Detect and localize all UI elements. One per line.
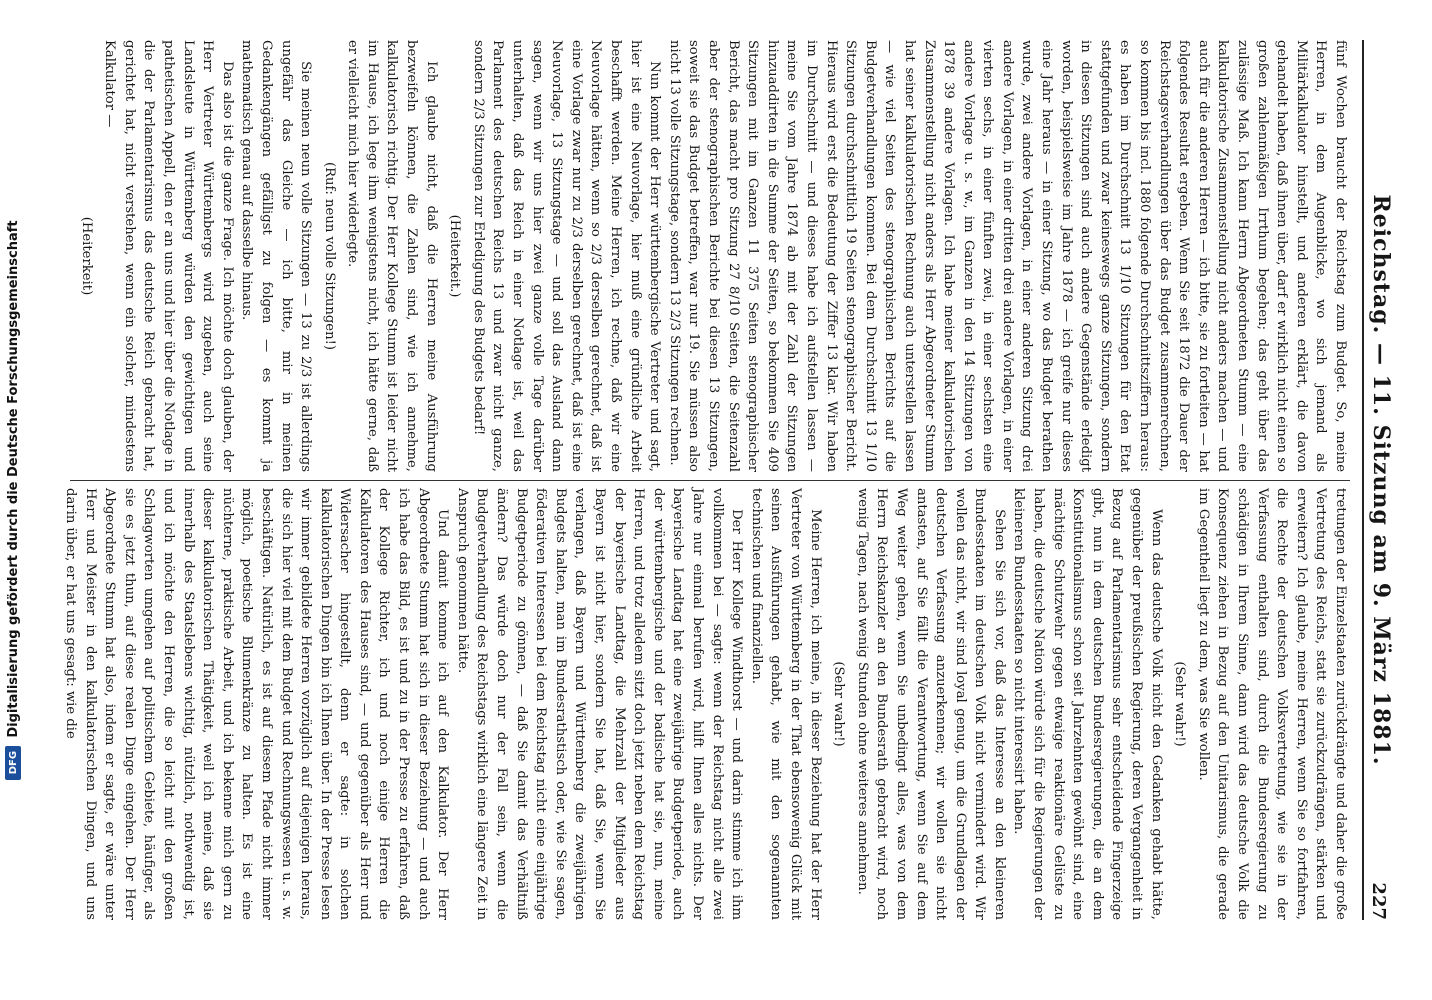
text-column-left bbox=[70, 40, 1350, 472]
paragraph: Wenn das deutsche Volk nicht den Gedanken gehabt hätte, gegenüber der preußischen Regierung, deren Vergangenheit in Bezug auf Parlamentarismus sehr entscheidende Fingerzeige gibt, nun in dem deutschen Bundesregierungen, die an dem Konstitutionalismus schon seit Jahrzehnten gewöhnt sind, eine mächtige Schutzwehr gegen etwaige reaktionäre Gelüste zu haben, die deutsche Nation würde sich für die Regierungen der kleineren Bundesstaaten so nicht interessirt haben. bbox=[1011, 488, 1164, 920]
page-footer bbox=[2, 0, 24, 1000]
column-divider bbox=[70, 480, 1350, 481]
paragraph: fünf Wochen braucht der Reichstag zum Budget. So, meine Herren, in dem Augenblicke, wo sich jemand als Militärkalkulator hinstellt, und anderen erklärt, die davon gehandelt haben, daß ihnen über, darf er wirklich nicht einen so großen zahlenmäßigen Irrthum begehen; das geht über das zulässige Maß. Ich kann Herrn Abgeordneten Stumm — eine kalkulatorische Zusammenstellung nicht anders machen — und auch für die anderen Herren — ich bitte, sie zu fortleiten — hat folgendes Resultat ergeben. Wenn Sie seit 1872 die Dauer der Reichstagsverhandlungen über das Budget zusammenrechnen, so kommen bis incl. 1880 folgende Durchschnittsziffern heraus: es haben im Durchschnitt 13 1/10 Sitzungen für den Etat stattgefunden und zwar keineswegs ganze Sitzungen, sondern in diesen Sitzungen sind auch andere Gegenstände erledigt worden, beispielsweise im Jahre 1878 — ich greife nur dieses eine Jahr heraus — in einer Sitzung, wo das Budget berathen wurde, zwei andere Vorlagen, in einer anderen Sitzung drei andere Vorlagen, in einer dritten drei andere Vorlagen, in einer vierten sechs, in einer fünften zwei, in einer sechsten eine andere Vorlage u. s. w., im Ganzen in den 14 Sitzungen von 1878 39 andere Vorlagen. Ich habe meiner kalkulatorischen Zusammenstellung nicht anders als Herr Abgeordneter Stumm hat seiner kalkulatorischen Rechnung auch unterstellen lassen — wie viel Seiten des stenographischen Berichts auf die Budgetverhandlungen kommen. Bei dem Durchschnitt 13 1/10 Sitzungen durchschnittlich 19 Seiten stenographischer Bericht. Hieraus wird erst die Bedeutung der Ziffer 13 klar. Wir haben im Durchschnitt — und dieses habe ich aufstellen lassen — meine Sie vom Jahre 1874 ab mit der Zahl der Sitzungen hinzuaddirten in die Summe der Seiten, so bekommen Sie 409 Sitzungen mit im Ganzen 11 375 Seiten stenographischer Bericht, das macht pro Sitzung 27 8/10 Seiten, die Seitenzahl aber der stenographischen Berichte bei diesen 13 Sitzungen, soweit sie das Budget betreffen, war nur 19. Sie müssen also nicht 13 volle Sitzungstage, sondern 13 2/3 Sitzungen rechnen. bbox=[666, 40, 1348, 472]
paragraph: Meine Herren, ich meine, in dieser Beziehung hat der Herr Vertreter von Württemberg in der That ebensowenig Glück mit seinen Ausführungen gehabt, wie mit den sogenannten technischen und finanziellen. bbox=[748, 488, 823, 920]
interjection: (Ruf: neun volle Sitzungen!) bbox=[321, 161, 337, 351]
interjection: (Heiterkeit.) bbox=[447, 214, 463, 298]
digitization-credit: Digitalisierung gefördert durch die Deutsche Forschungsgemeinschaft bbox=[5, 220, 21, 738]
interjection: (Sehr wahr!) bbox=[1172, 661, 1188, 747]
interjection: (Heiterkeit) bbox=[78, 216, 94, 296]
header-left-marker bbox=[1364, 40, 1368, 120]
paragraph: tretungen der Einzelstaaten zurückdrängte und daher die große Vertretung des Reichs, statt sie zurückzudrängen, stärken und erweitern? Ich glaube, meine Herren, wenn Sie so fortfahren, die Rechte der deutschen Volksvertretung, wie sie in der Verfassung enthalten sind, durch die Bundesregierung zu schädigen in Ihrem Sinne, dann wird das deutsche Volk die Konsequenz ziehen in Bezug auf den Unitarismus, die gerade im Gegentheil liegt zu dem, was Sie wollen. bbox=[1195, 488, 1348, 920]
text-column-right bbox=[63, 488, 1350, 920]
dfg-logo-icon: DFG bbox=[5, 746, 21, 780]
paragraph: Der Herr Kollege Windthorst — und darin stimme ich ihm vollkommen bei — sagte: wenn der Reichstag nicht alle zwei Jahre nur einmal berufen wird, hilft Ihnen alles nichts. Der bayerische Landtag hat eine zweijährige Budgetperiode, auch der württembergische und der badische hat sie, nun, meine Herren, und trotz alledem sitzt doch jetzt neben dem Reichstag der bayerische Landtag, die Mehrzahl der Mitglieder aus Bayern ist nicht hier, sondern Sie hat, daß Sie, wenn Sie verlangen, daß Bayern und Württemberg die zweijährigen Budgets halten, man im Bundesrathstisch oder, wie Sie sagen, föderativen Interessen bei dem Reichstag nicht eine einjährige Budgetperiode zu gönnen, — daß Sie damit das Verhältniß ändern? Das würde doch nur der Fall sein, wenn die Budgetverhandlung des Reichstags wirklich eine längere Zeit in Anspruch genommen hätte. bbox=[454, 488, 745, 920]
paragraph: Das also ist die ganze Frage. Ich möchte doch glauben, der Herr Vertreter Württembergs wird zugeben, auch seine Landsleute in Württemberg würden den gewichtigen und pathetischen Appell, den er an uns und hier über die Notlage in die der Parlamentarismus das deutsche Reich gebracht hat, gerichtet hat, nicht verstehen, wenn ein solcher, mindestens Kalkulator — bbox=[102, 40, 235, 472]
page-title: Reichstag. — 11. Sitzung am 9. März 1881. bbox=[1368, 194, 1394, 766]
paragraph: Sie meinen neun volle Sitzungen — 13 zu 2/3 ist allerdings ungefähr das Gleiche — ich bitte, mir in meinen Gedankengängen gefälligst zu folgen — es kommt ja mathematisch genau auf dasselbe hinaus. bbox=[239, 40, 314, 472]
paragraph: Sehen Sie sich vor, daß das Interesse an den kleineren Bundesstaaten im deutschen Volk nicht vermindert wird. Wir wollen das nicht, wir sind loyal genug, um die Grundlagen der deutschen Verfassung anzuerkennen; wir wollen sie nicht antasten, auf Sie fällt die Verantwortung, wenn Sie auf dem Weg weiter gehen, wenn Sie unbedingt alles, was von dem Herrn Reichskanzler an den Bundesrath gebracht wird, noch wenig Tagen, nach wenig Stunden ohne weiteres annehmen. bbox=[854, 488, 1007, 920]
page-number: 227 bbox=[1368, 882, 1389, 920]
paragraph: Nun kommt der Herr württembergische Vertreter und sagt, hier ist eine Neuvorlage, hier muß eine gründliche Arbeit beschafft werden. Meine Herren, ich rechne, daß wir eine Neuvorlage hätten, wenn so 2/3 derselben gerechnet, daß ist eine Vorlage zwar nur zu 2/3 derselben gerechnet, daß ist eine Neuvorlage, 13 Sitzungstage — und soll das Ausland dann sagen, wenn wir uns hier zwei ganze volle Tage darüber unterhalten, daß das Reich in einer Notlage ist, weil das Parlament des deutschen Reichs 13 und zwar nicht ganze, sondern 2/3 Sitzungen zur Erledigung des Budgets bedarf! bbox=[470, 40, 663, 472]
page-header bbox=[1362, 40, 1404, 920]
paragraph: Ich glaube nicht, daß die Herren meine Ausführung bezweifeln können, die Zahlen sind, wie ich annehme, kalkulatorisch richtig. Der Herr Kollege Stumm ist leider nicht im Hause, ich lege ihm wenigstens nicht, ich hätte gerne, daß er vielleicht mich hier widerlegte. bbox=[345, 40, 439, 472]
interjection: (Sehr wahr!) bbox=[831, 661, 847, 747]
paragraph: Und damit komme ich auf den Kalkulator. Der Herr Abgeordnete Stumm hat sich in dieser Beziehung — und auch ich habe das Bild, es ist und zu in der Presse zu erfahren, daß der Kollege Richter, ich und noch einige Herren die Kalkulatoren des Hauses sind, — und gegenüber als Herr und Widersacher hingestellt, denn er sagte: in solchen kalkulatorischen Dingen bin ich Ihnen über. In der Presse lesen wir immer gebildete Herren vorzüglich auf diejenigen heraus, die sich hier viel mit dem Budget und Rechnungswesen u. s. w. beschäftigen. Natürlich, es ist auf diesem Pfade nicht immer möglich, poetische Blumenkränze zu halten. Es ist eine nüchterne, praktische Arbeit, und ich bekenne mich gern zu dieser kalkulatorischen Thätigkeit, weil ich meine, daß sie innerhalb des Staatslebens wichtig, nützlich, nothwendig ist, und ich möchte den Herren, die so leicht mit den großen Schlagworten umgehen auf politischem Gebiete, häufiger, als sie es jetzt thun, auf diese realen Dinge eingehen. Der Herr Abgeordnete Stumm hat also, indem er sagte, er wäre unter Herr und Meister in den kalkulatorischen Dingen, und uns darin über, er hat uns gesagt: wie die bbox=[63, 488, 451, 920]
